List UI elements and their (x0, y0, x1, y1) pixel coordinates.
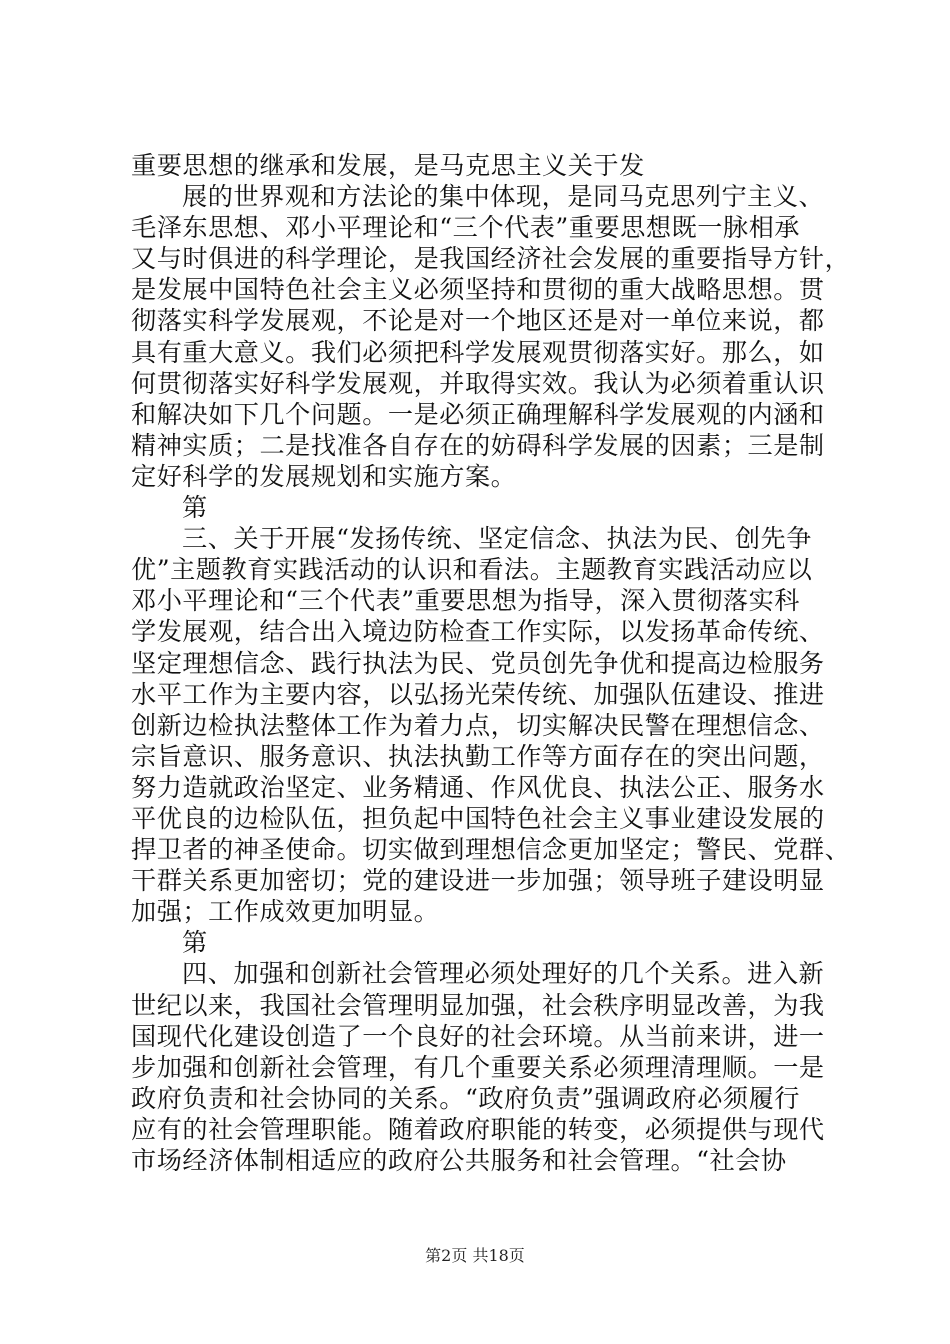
text-line: 和解决如下几个问题。一是必须正确理解科学发展观的内涵和 (131, 399, 825, 429)
text-line: 市场经济体制相适应的政府公共服务和社会管理。“社会协 (131, 1146, 787, 1175)
text-line: 重要思想的继承和发展，是马克思主义关于发 (131, 151, 645, 180)
text-line: 具有重大意义。我们必须把科学发展观贯彻落实好。那么，如 (131, 337, 825, 367)
text-line: 优”主题教育实践活动的认识和看法。主题教育实践活动应以 (131, 555, 813, 585)
text-line: 学发展观，结合出入境边防检查工作实际，以发扬革命传统、 (131, 617, 825, 647)
text-line: 捍卫者的神圣使命。切实做到理想信念更加坚定；警民、党群、 (131, 835, 851, 865)
text-line: 水平工作为主要内容，以弘扬光荣传统、加强队伍建设、推进 (131, 679, 825, 709)
text-line: 展的世界观和方法论的集中体现，是同马克思列宁主义、 (182, 182, 825, 212)
text-line: 努力造就政治坚定、业务精通、作风优良、执法公正、服务水 (131, 772, 825, 802)
text-line: 第 (182, 493, 208, 523)
text-line: 三、关于开展“发扬传统、坚定信念、执法为民、创先争 (182, 524, 812, 554)
text-line: 彻落实科学发展观，不论是对一个地区还是对一单位来说，都 (131, 306, 825, 336)
text-line: 平优良的边检队伍，担负起中国特色社会主义事业建设发展的 (131, 803, 825, 833)
text-line: 四、加强和创新社会管理必须处理好的几个关系。进入新 (182, 959, 825, 989)
text-line: 政府负责和社会协同的关系。“政府负责”强调政府必须履行 (131, 1083, 800, 1113)
text-line: 坚定理想信念、践行执法为民、党员创先争优和提高边检服务 (131, 648, 825, 678)
text-line: 精神实质；二是找准各自存在的妨碍科学发展的因素；三是制 (131, 430, 825, 460)
text-line: 邓小平理论和“三个代表”重要思想为指导，深入贯彻落实科 (131, 586, 800, 616)
text-line: 国现代化建设创造了一个良好的社会环境。从当前来讲，进一 (131, 1021, 825, 1051)
text-line: 何贯彻落实好科学发展观，并取得实效。我认为必须着重认识 (131, 368, 825, 398)
text-line: 应有的社会管理职能。随着政府职能的转变，必须提供与现代 (131, 1114, 825, 1144)
text-line: 加强；工作成效更加明显。 (131, 897, 440, 927)
page-footer: 第2页 共18页 (425, 1246, 525, 1265)
text-line: 创新边检执法整体工作为着力点，切实解决民警在理想信念、 (131, 710, 825, 740)
text-line: 毛泽东思想、邓小平理论和“三个代表”重要思想既一脉相承 (131, 213, 800, 243)
text-line: 是发展中国特色社会主义必须坚持和贯彻的重大战略思想。贯 (131, 275, 825, 305)
text-line: 定好科学的发展规划和实施方案。 (131, 461, 517, 491)
text-line: 又与时俱进的科学理论，是我国经济社会发展的重要指导方针， (131, 244, 851, 274)
text-line: 干群关系更加密切；党的建设进一步加强；领导班子建设明显 (131, 866, 825, 896)
text-line: 宗旨意识、服务意识、执法执勤工作等方面存在的突出问题， (131, 741, 825, 771)
text-line: 步加强和创新社会管理，有几个重要关系必须理清理顺。一是 (131, 1052, 825, 1082)
text-line: 世纪以来，我国社会管理明显加强，社会秩序明显改善，为我 (131, 990, 825, 1020)
document-body (131, 150, 851, 1176)
text-line: 第 (182, 928, 208, 958)
